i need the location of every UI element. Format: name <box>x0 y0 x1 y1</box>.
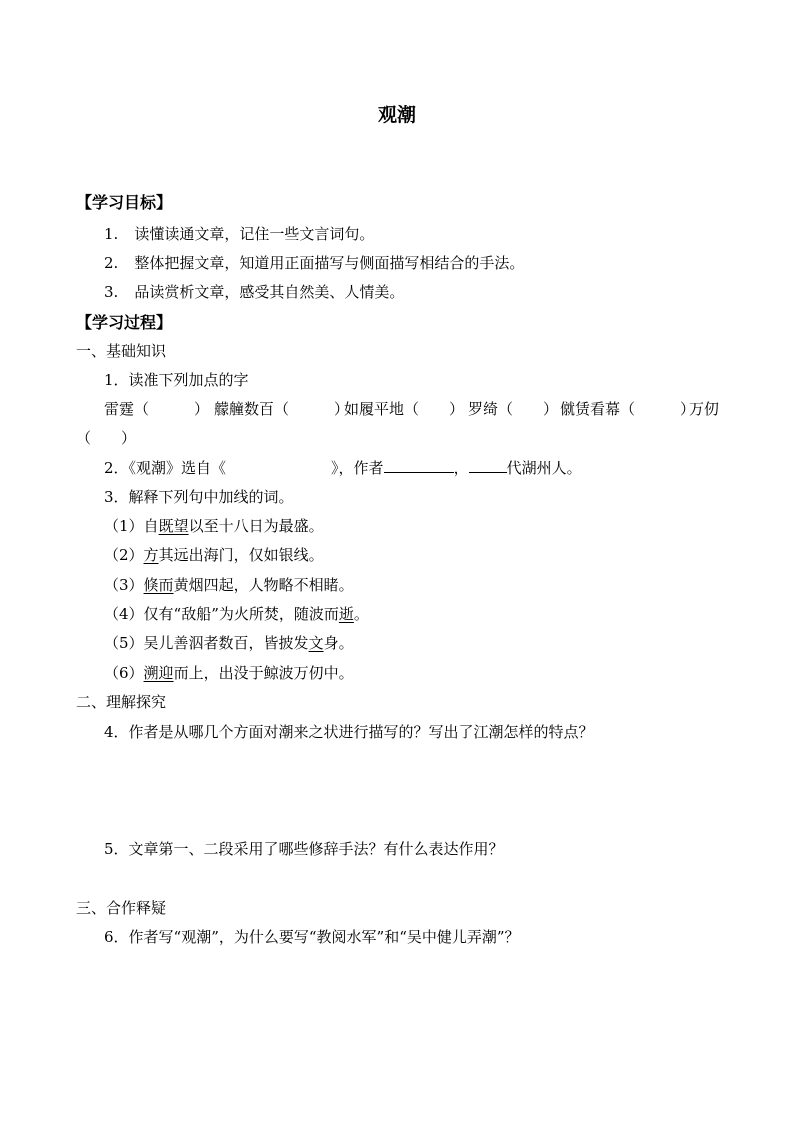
question-2: 2．《观潮》选自《 》，作者 ， 代湖州人。 <box>104 459 582 477</box>
goal-text: 整体把握文章，知道用正面描写与侧面描写相结合的手法。 <box>134 254 525 272</box>
explain-item: （3）倏而黄烟四起，人物略不相睹。 <box>104 576 354 594</box>
dynasty-blank[interactable] <box>469 458 507 473</box>
question-5: 5．文章第一、二段采用了哪些修辞手法？有什么表达作用？ <box>104 840 504 858</box>
pronunciation-item: 罗绮（ ） <box>468 400 559 418</box>
explain-item: （6）溯迎而上，出没于鲸波万仞中。 <box>104 664 354 682</box>
underlined-word: 倏而 <box>143 576 174 594</box>
goal-item <box>104 223 374 244</box>
question-3-label: 3．解释下列句中加线的词。 <box>104 488 294 506</box>
part2-heading: 二、理解探究 <box>76 693 167 711</box>
pronunciation-item: 如履平地（ ） <box>344 400 465 418</box>
explain-item: （4）仅有“敌船”为火所焚，随波而逝。 <box>104 605 369 623</box>
page-title: 观潮 <box>377 104 416 126</box>
explain-item: （2）方其远出海门，仅如银线。 <box>104 546 324 564</box>
question-6: 6．作者写“观潮”，为什么要写“教阅水军”和“吴中健儿弄潮”？ <box>104 928 520 946</box>
question-1-label: 1．读准下列加点的字 <box>104 371 249 389</box>
underlined-word: 既望 <box>158 517 189 535</box>
goal-text: 读懂读通文章，记住一些文言词句。 <box>134 225 375 243</box>
goal-text: 品读赏析文章，感受其自然美、人情美。 <box>134 283 405 301</box>
author-blank[interactable] <box>384 458 454 473</box>
goal-number: 2. <box>104 254 119 272</box>
process-heading: 【学习过程】 <box>76 313 173 332</box>
pronunciation-item: 雷霆（ ） <box>104 400 210 418</box>
underlined-word: 逝 <box>338 605 354 623</box>
part1-heading: 一、基础知识 <box>76 342 167 360</box>
part3-heading: 三、合作释疑 <box>76 899 167 917</box>
goals-heading: 【学习目标】 <box>76 193 173 212</box>
goal-item <box>104 252 524 273</box>
pronunciation-blank: （ ） <box>76 429 137 447</box>
question-4: 4．作者是从哪几个方面对潮来之状进行描写的？写出了江潮怎样的特点？ <box>104 723 594 741</box>
goal-number: 3. <box>104 283 119 301</box>
pronunciation-item: 万仞 <box>689 400 720 418</box>
goal-item <box>104 281 404 302</box>
underlined-word: 溯迎 <box>143 664 174 682</box>
goal-number: 1. <box>104 225 119 243</box>
explain-item: （1）自既望以至十八日为最盛。 <box>104 517 324 535</box>
explain-item: （5）吴儿善泅者数百，皆披发文身。 <box>104 634 354 652</box>
underlined-word: 方 <box>143 546 159 564</box>
underlined-word: 文 <box>308 634 324 652</box>
pronunciation-item: 艨艟数百（ ） <box>214 400 350 418</box>
pronunciation-item: 僦赁看幕（ ） <box>560 400 696 418</box>
